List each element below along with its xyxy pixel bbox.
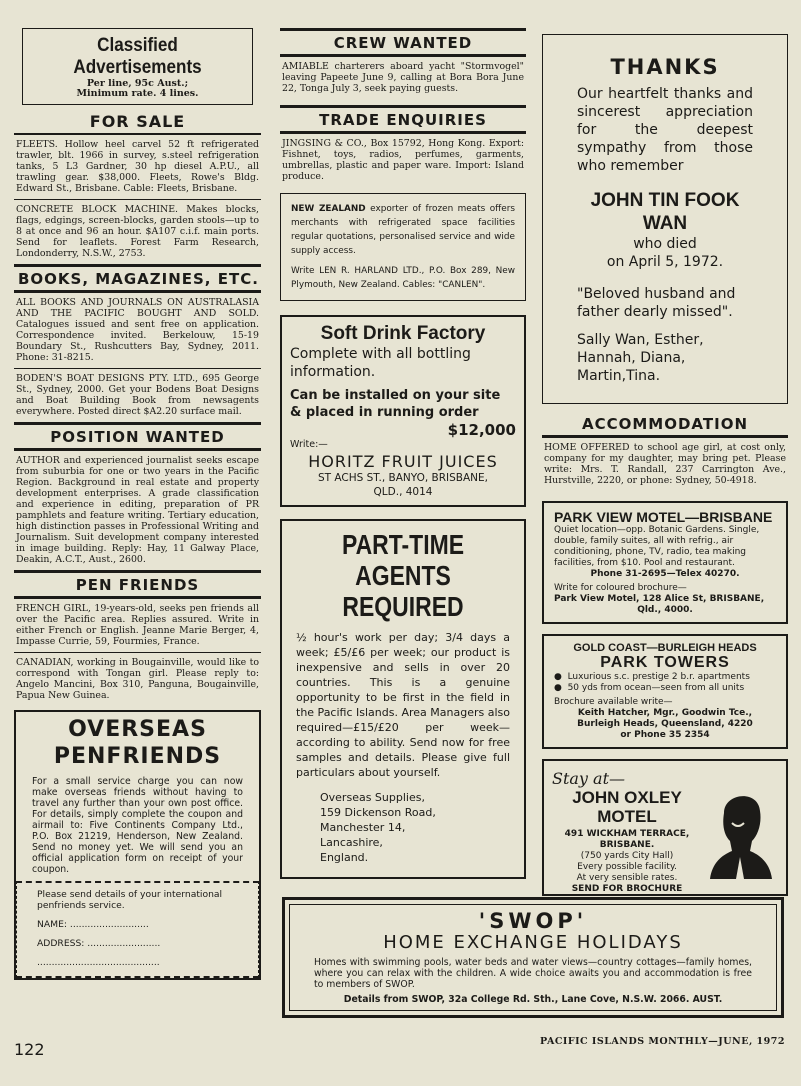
overseas-body: For a small service charge you can now make overseas friends without having to travel any further than your own post office. For details, simply complete the coupon and airmail to: Five Continents Company Ltd., P.O. Box 21219, Henderson, New Zealand. Send no money yet. We will send you an official application form on receipt of your coupon. — [32, 776, 243, 875]
pt-addr-5: England. — [320, 851, 369, 864]
soft-drink-price: $12,000 — [447, 421, 516, 439]
column-left — [14, 28, 261, 980]
pt-body: ½ hour's work per day; 3/4 days a week; £5/£6 per week; our product is inexpensive and sells in over 20 countries. This is a genuine opportunity to be first in the field in the Pacific Islands. Area Managers also required—£15/£20 per week—according to ability. Send now for free samples and details. Please give full particulars about yourself. — [296, 631, 510, 779]
rate-line-1: Per line, 95c Aust.; — [86, 78, 189, 89]
oxley-addr6: SEND FOR BROCHURE — [571, 884, 683, 894]
pt-title-3: REQUIRED — [342, 591, 464, 622]
oxley-addr5: At very sensible rates. — [576, 873, 678, 883]
thanks-died-2: on April 5, 1972. — [606, 254, 724, 270]
pt-address — [320, 790, 510, 865]
towers-brochure: Brochure available write— — [554, 697, 673, 707]
nz-lead: NEW ZEALAND — [291, 204, 366, 214]
oxley-stay: Stay at— — [552, 769, 626, 788]
towers-bullet2 — [554, 683, 776, 694]
towers-addr2: Burleigh Heads, Queensland, 4220 — [577, 719, 753, 729]
part-time-agents-ad — [280, 519, 526, 879]
pen-heading: PEN FRIENDS — [14, 570, 261, 599]
ad-jingsing: JINGSING & CO., Box 15792, Hong Kong. Export: Fishnet, toys, radios, perfumes, garments, umbrellas, plastic and paper ware. Import: Island produce. — [282, 138, 524, 182]
oxley-addr2: BRISBANE. — [599, 840, 655, 850]
towers-title: PARK TOWERS — [600, 654, 730, 671]
soft-drink-line2: Can be installed on your site & placed in running order — [290, 388, 501, 420]
overseas-penfriends-ad — [14, 710, 261, 980]
oxley-addr4: Every possible facility. — [577, 862, 677, 872]
park-view-motel-ad — [542, 501, 788, 624]
swop-title: 'SWOP' — [478, 909, 588, 933]
coupon-extra-line[interactable]: .......................................... — [37, 957, 160, 968]
park-towers-ad — [542, 634, 788, 749]
nz-exporter-ad — [280, 193, 526, 301]
oxley-name-2: MOTEL — [597, 807, 657, 826]
thanks-notice — [542, 34, 788, 404]
thanks-name-2: WAN — [642, 213, 688, 234]
pt-title-1: PART-TIME — [341, 529, 465, 560]
park-view-write: Write for coloured brochure— — [554, 583, 687, 593]
towers-bullet1-text: Luxurious s.c. prestige 2 b.r. apartments — [567, 672, 750, 682]
bullet-icon: ● — [554, 683, 568, 693]
towers-addr1: Keith Hatcher, Mgr., Goodwin Tce., — [577, 708, 753, 718]
thanks-name-1: JOHN TIN FOOK — [590, 190, 740, 211]
bullet-icon: ● — [554, 672, 568, 682]
pt-title-2: AGENTS — [355, 560, 451, 591]
oxley-addr1: 491 WICKHAM TERRACE, — [564, 829, 690, 839]
coupon-address-field[interactable]: ADDRESS: ......................... — [37, 938, 161, 949]
books-heading: BOOKS, MAGAZINES, ETC. — [14, 264, 261, 293]
ad-concrete: CONCRETE BLOCK MACHINE. Makes blocks, flags, edgings, screen-blocks, garden stools—up to 8 at once and 96 an hour. $A107 c.i.f. main ports. Send for leaflets. Forest Farm Research, Londonderry, N.S.W., 2753. — [16, 204, 259, 259]
for-sale-heading: FOR SALE — [14, 109, 261, 135]
thanks-title: THANKS — [610, 55, 720, 79]
ad-canadian: CANADIAN, working in Bougainville, would like to correspond with Tongan girl. Please reply to: Angelo Mancini, Box 310, Panguna, Bougainville, Papua New Guinea. — [16, 657, 259, 701]
ad-home-offered: HOME OFFERED to school age girl, at cost only, company for my daughter, may bring pet. Please write: Mrs. T. Randall, 237 Carrington Ave., Hurstville, 2220, or phone: Sydney, 50-4918. — [544, 442, 786, 486]
swop-subtitle: HOME EXCHANGE HOLIDAYS — [383, 932, 683, 953]
coupon — [16, 881, 259, 978]
ad-books: ALL BOOKS AND JOURNALS ON AUSTRALASIA AND THE PACIFIC BOUGHT AND SOLD. Catalogues issued and sent free on application. Correspondence invited. Berkelouw, 15-19 Boundary St., Rushcutters Bay, Sydney, 2011. Phone: 31-8215. — [14, 293, 261, 369]
thanks-quote: "Beloved husband and father dearly missed". — [577, 286, 736, 320]
pt-addr-4: Lancashire, — [320, 836, 383, 849]
pt-addr-2: 159 Dickenson Road, — [320, 806, 436, 819]
thanks-died-1: who died — [633, 236, 697, 252]
swop-body: Homes with swimming pools, water beds and water views—country cottages—family homes, where you can relax with the children. A wide choice awaits you and accommodation is free to members of SWOP. — [314, 957, 752, 990]
nz-write: Write LEN R. HARLAND LTD., P.O. Box 289, New Plymouth, New Zealand. Cables: "CANLEN". — [291, 266, 515, 290]
soft-drink-line1: Complete with all bottling information. — [290, 346, 471, 380]
classified-title: Classified Advertisements — [73, 35, 202, 78]
towers-bullet1 — [554, 672, 776, 683]
trade-heading: TRADE ENQUIRIES — [280, 105, 526, 134]
soft-drink-title: Soft Drink Factory — [320, 323, 486, 344]
overseas-title-1: OVERSEAS — [68, 717, 207, 742]
ad-fleets: FLEETS. Hollow heel carvel 52 ft refrigerated trawler, blt. 1966 in survey, s.steel refrigeration tanks, 5 L3 Gardner, 30 hp diesel A.P.U., all trawling gear. $38,000. Fleets, Rowe's Bldg. Edward St., Brisbane. Cable: Fleets, Brisbane. — [14, 135, 261, 200]
ad-french-girl: FRENCH GIRL, 19-years-old, seeks pen friends all over the Pacific area. Replies assured. Write in either French or English. Jeanne Marie Berger, 4, Impasse Currie, 59, Fourmies, France. — [14, 599, 261, 653]
swop-footer: Details from SWOP, 32a College Rd. Sth., Lane Cove, N.S.W. 2066. AUST. — [343, 994, 723, 1005]
portrait-icon — [710, 783, 772, 879]
swop-inner — [289, 904, 777, 1011]
column-middle — [280, 28, 526, 879]
pt-addr-1: Overseas Supplies, — [320, 791, 425, 804]
thanks-body: Our heartfelt thanks and sincerest appreciation for the deepest sympathy from those who remember — [577, 86, 753, 174]
overseas-title-2: PENFRIENDS — [53, 744, 222, 769]
ad-bodens: BODEN'S BOAT DESIGNS PTY. LTD., 695 George St., Sydney, 2000. Get your Bodens Boat Designs and Boat Building Book from newsagents everywhere. Posted direct $A2.20 surface mail. — [16, 373, 259, 417]
towers-addr3: or Phone 35 2354 — [620, 730, 710, 740]
soft-drink-addr1: ST ACHS ST., BANYO, BRISBANE, — [318, 472, 488, 484]
soft-drink-ad — [280, 315, 526, 507]
ad-amiable: AMIABLE charterers aboard yacht "Stormvogel" leaving Papeete June 9, calling at Bora Bora June 22, Tonga July 3, seek paying guests. — [282, 61, 524, 94]
towers-line1: GOLD COAST—BURLEIGH HEADS — [573, 642, 757, 654]
ad-author: AUTHOR and experienced journalist seeks escape from suburbia for one or two years in the Pacific Region. Background in real estate and property development enterprises. A grade classification and experience in editing, preparation of PR pamphlets and feature writing. Tertiary education, high distinction passes in Professional Writing and Journalism. Suit development company interested in image building. Reply: Hay, 11 Galway Place, Deakin, A.C.T., Aust., 2600. — [16, 455, 259, 565]
soft-drink-company: HORITZ FRUIT JUICES — [308, 452, 498, 471]
pt-addr-3: Manchester 14, — [320, 821, 406, 834]
position-heading: POSITION WANTED — [14, 422, 261, 451]
magazine-footer: PACIFIC ISLANDS MONTHLY—JUNE, 1972 — [540, 1036, 785, 1047]
park-view-title: PARK VIEW MOTEL—BRISBANE — [554, 509, 773, 525]
park-view-body: Quiet location—opp. Botanic Gardens. Single, double, family suites, all with refrig., air conditioning, phone, TV, radio, tea making facilities, from $10. Pool and restaurant. — [554, 525, 760, 568]
thanks-family: Sally Wan, Esther, Hannah, Diana, Martin,Tina. — [577, 332, 704, 384]
nz-body: exporter of frozen meats offers merchants with refrigerated space facilities regular quotations, personalised service and wide supply access. — [291, 204, 516, 256]
soft-drink-write: Write:— — [290, 439, 328, 450]
swop-ad — [282, 897, 784, 1018]
john-oxley-motel-ad — [542, 759, 788, 896]
rate-line-2: Minimum rate. 4 lines. — [76, 88, 199, 99]
crew-heading: CREW WANTED — [280, 28, 526, 57]
towers-bullet2-text: 50 yds from ocean—seen from all units — [567, 683, 745, 693]
accommodation-heading: ACCOMMODATION — [542, 412, 788, 438]
classified-header — [22, 28, 253, 105]
soft-drink-addr2: QLD., 4014 — [373, 486, 433, 498]
page-number: 122 — [14, 1040, 45, 1059]
park-view-phone: Phone 31-2695—Telex 40270. — [590, 569, 740, 579]
coupon-name-field[interactable]: NAME: ........................... — [37, 919, 149, 930]
oxley-name-1: JOHN OXLEY — [572, 788, 682, 807]
oxley-addr3: (750 yards City Hall) — [580, 851, 674, 861]
coupon-text: Please send details of your international penfriends service. — [37, 889, 223, 911]
park-view-addr1: Park View Motel, 128 Alice St, BRISBANE, — [554, 594, 765, 604]
column-right — [542, 28, 788, 896]
park-view-addr2: Qld., 4000. — [637, 605, 693, 615]
